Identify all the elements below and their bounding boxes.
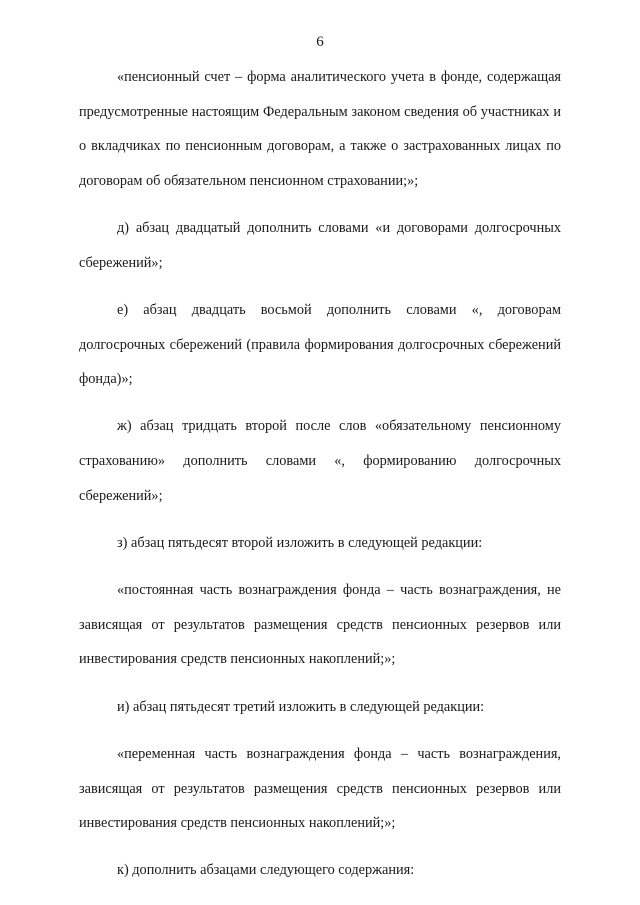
paragraph-item-zh: ж) абзац тридцать второй после слов «обязательному пенсионному страхованию» дополнить словами «, формированию долгосрочных сбережений»; [79, 418, 561, 504]
paragraph-variable-fee: «переменная часть вознаграждения фонда – часть вознаграждения, зависящая от результатов размещения средств пенсионных резервов или инвестирования средств пенсионных накоплений;»; [79, 745, 561, 832]
paragraph-item-z: з) абзац пятьдесят второй изложить в следующей редакции: [117, 534, 483, 551]
paragraph-item-d: д) абзац двадцатый дополнить словами «и договорами долгосрочных сбережений»; [79, 220, 561, 271]
page-number: 6 [316, 34, 324, 50]
paragraph-item-e: е) абзац двадцать восьмой дополнить словами «, договорам долгосрочных сбережений (правила формирования долгосрочных сбережений фонда)»; [79, 301, 561, 388]
paragraph-pension-account: «пенсионный счет – форма аналитического учета в фонде, содержащая предусмотренные настоящим Федеральным законом сведения об участниках и о вкладчиках по пенсионным договорам, а также о застрахованных лицах по договорам об обязательном пенсионном страховании;»; [79, 69, 561, 189]
paragraph-fixed-fee: «постоянная часть вознаграждения фонда – часть вознаграждения, не зависящая от результатов размещения средств пенсионных резервов или инвестирования средств пенсионных накоплений;»; [79, 582, 561, 668]
document-body [79, 60, 561, 901]
paragraph-item-k: к) дополнить абзацами следующего содержания: [117, 862, 415, 879]
paragraph-item-i: и) абзац пятьдесят третий изложить в следующей редакции: [117, 698, 485, 715]
